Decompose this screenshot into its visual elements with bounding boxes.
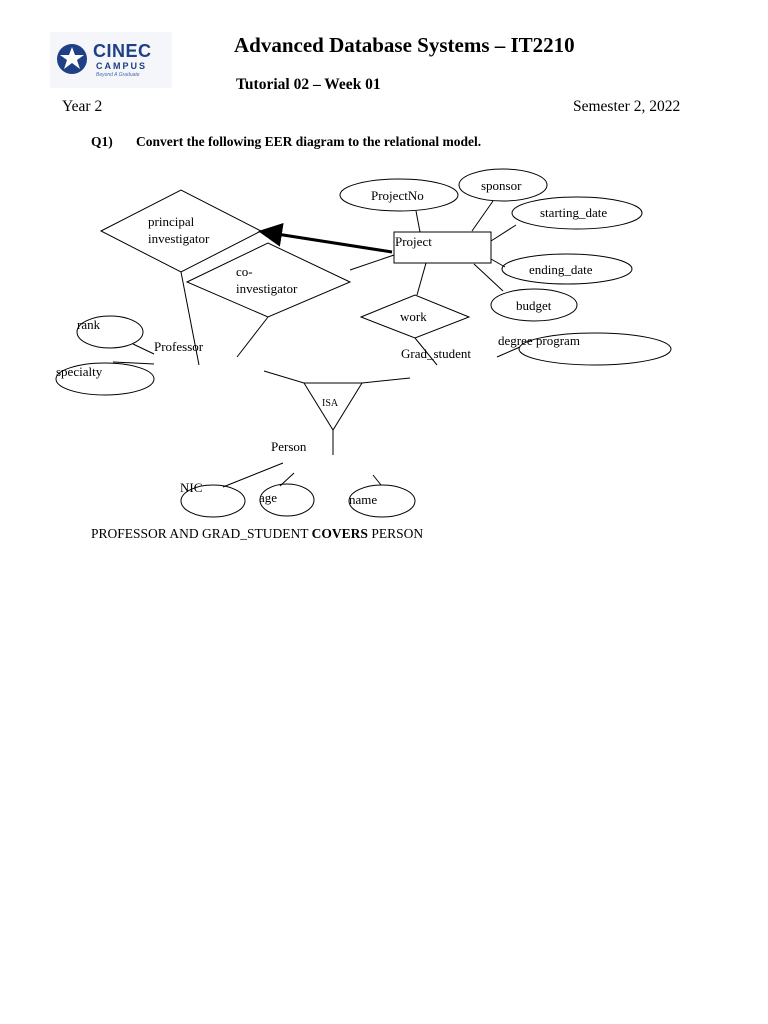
ending-date-line	[491, 259, 505, 267]
project-label: Project	[395, 234, 432, 249]
isa-label: ISA	[322, 398, 339, 409]
project-co-line	[350, 255, 394, 270]
rank-label: rank	[77, 317, 101, 332]
logo-sub: CAMPUS	[96, 61, 148, 71]
isa-professor-line	[264, 371, 304, 383]
projectno-label: ProjectNo	[371, 188, 424, 203]
sponsor-line	[472, 201, 493, 231]
logo-tagline: Beyond A Graduate	[96, 72, 140, 78]
covers-note-bold: COVERS	[311, 526, 368, 541]
budget-label: budget	[516, 298, 552, 313]
covers-note-suffix: PERSON	[367, 526, 424, 541]
sponsor-label: sponsor	[481, 178, 522, 193]
semester-label: Semester 2, 2022	[573, 98, 681, 115]
projectno-line	[416, 211, 420, 232]
starting-date-label: starting_date	[540, 205, 608, 220]
degree-program-label: degree program	[498, 333, 580, 348]
work-label: work	[400, 309, 427, 324]
principal-arrow	[264, 232, 392, 252]
question-text: Convert the following EER diagram to the relational model.	[136, 134, 482, 149]
co-investigator-diamond	[187, 243, 350, 317]
year-label: Year 2	[62, 98, 103, 115]
rank-line	[133, 344, 154, 354]
ending-date-label: ending_date	[529, 262, 593, 277]
specialty-label: specialty	[56, 364, 103, 379]
grad-student-label: Grad_student	[401, 346, 472, 361]
name-label: name	[349, 492, 378, 507]
question-number: Q1)	[91, 134, 113, 149]
budget-line	[474, 264, 503, 291]
age-label: age	[259, 490, 278, 505]
nic-line	[223, 463, 283, 487]
co-professor-line	[237, 317, 268, 357]
covers-note-prefix: PROFESSOR AND GRAD_STUDENT	[91, 526, 312, 541]
isa-grad-line	[362, 378, 410, 383]
degree-program-line	[497, 347, 520, 357]
principal-label-line2: investigator	[148, 231, 210, 246]
page-title: Advanced Database Systems – IT2210	[234, 33, 575, 57]
starting-date-line	[491, 225, 516, 241]
name-line	[373, 475, 381, 485]
principal-label-line1: principal	[148, 214, 195, 229]
co-label-line1: co-	[236, 264, 253, 279]
co-label-line2: investigator	[236, 281, 298, 296]
page-subtitle: Tutorial 02 – Week 01	[236, 76, 381, 93]
covers-note	[91, 526, 423, 542]
nic-label: NIC	[180, 480, 203, 495]
professor-label: Professor	[154, 339, 204, 354]
logo-name: CINEC	[93, 41, 152, 61]
project-work-line	[417, 263, 426, 295]
person-label: Person	[271, 439, 307, 454]
